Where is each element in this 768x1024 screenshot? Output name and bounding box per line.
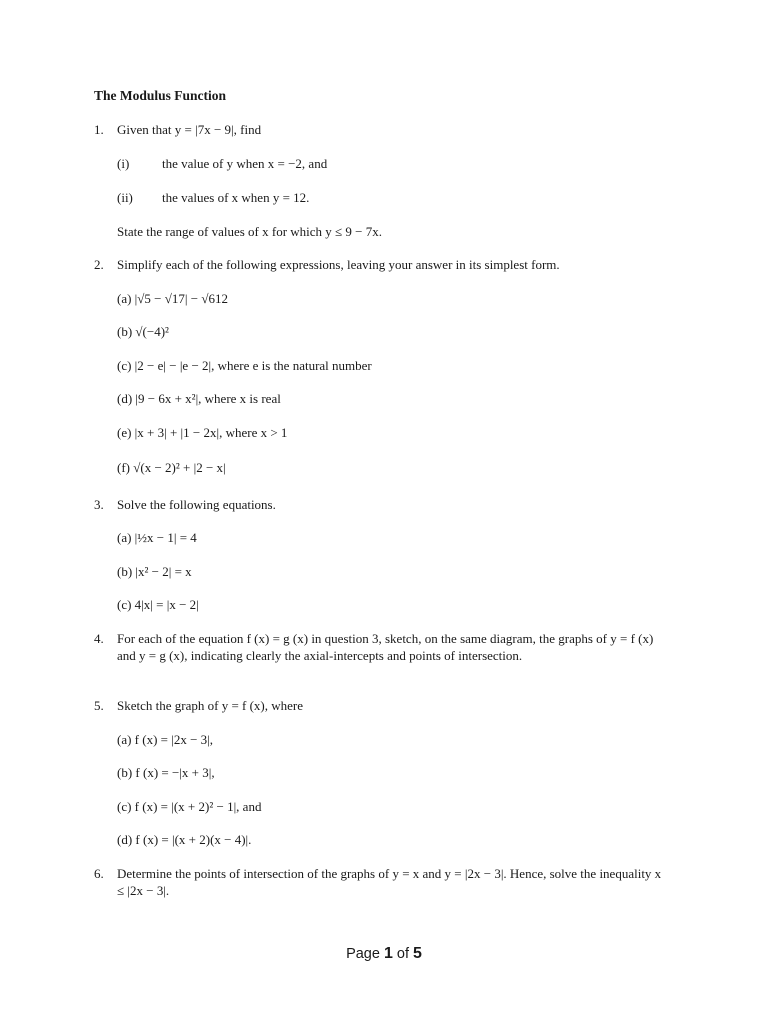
question-2-text: Simplify each of the following expressions, leaving your answer in its simplest form. [117, 257, 560, 272]
question-3c: (c) 4|x| = |x − 2| [117, 597, 199, 612]
question-4-text: For each of the equation f (x) = g (x) in question 3, sketch, on the same diagram, the graphs of y = f (x) and y = g (x), indicating clearly the axial-intercepts and points of intersection. [117, 631, 654, 663]
question-5-text: Sketch the graph of y = f (x), where [117, 698, 304, 713]
question-2e: (e) |x + 3| + |1 − 2x|, where x > 1 [117, 425, 288, 440]
question-1-state: State the range of values of x for which y ≤ 9 − 7x. [117, 224, 383, 239]
question-2b: (b) √(−4)² [117, 324, 169, 339]
question-1-i-text: the value of y when x = −2, and [162, 156, 328, 171]
question-3b: (b) |x² − 2| = x [117, 564, 192, 579]
question-5b: (b) f (x) = −|x + 3|, [117, 765, 215, 780]
question-4-number: 4. [94, 631, 104, 646]
question-6-number: 6. [94, 866, 104, 881]
footer-page-word: Page [346, 946, 380, 962]
footer-of-word: of [396, 946, 409, 962]
question-1-ii-label: (ii) [117, 190, 133, 205]
question-6-text: Determine the points of intersection of the graphs of y = x and y = |2x − 3|. Hence, solve the inequality x ≤ |2x − 3|. [117, 866, 662, 898]
question-5a: (a) f (x) = |2x − 3|, [117, 732, 214, 747]
question-2c: (c) |2 − e| − |e − 2|, where e is the natural number [117, 358, 372, 373]
question-1-ii-text: the values of x when y = 12. [162, 190, 310, 205]
question-5c: (c) f (x) = |(x + 2)² − 1|, and [117, 799, 262, 814]
question-2-number: 2. [94, 257, 104, 272]
page-footer [0, 945, 768, 963]
question-3-text: Solve the following equations. [117, 497, 276, 512]
question-3a: (a) |½x − 1| = 4 [117, 530, 197, 545]
question-1-i-label: (i) [117, 156, 130, 171]
question-2f: (f) √(x − 2)² + |2 − x| [117, 460, 226, 475]
footer-current-page: 1 [383, 945, 393, 962]
footer-total-pages: 5 [413, 945, 422, 962]
page-title: The Modulus Function [94, 88, 227, 103]
question-1-number: 1. [94, 122, 104, 137]
question-2d: (d) |9 − 6x + x²|, where x is real [117, 391, 281, 406]
question-2a: (a) |√5 − √17| − √612 [117, 291, 228, 306]
question-5d: (d) f (x) = |(x + 2)(x − 4)|. [117, 832, 252, 847]
question-1-text: Given that y = |7x − 9|, find [117, 122, 262, 137]
question-5-number: 5. [94, 698, 104, 713]
question-3-number: 3. [94, 497, 104, 512]
